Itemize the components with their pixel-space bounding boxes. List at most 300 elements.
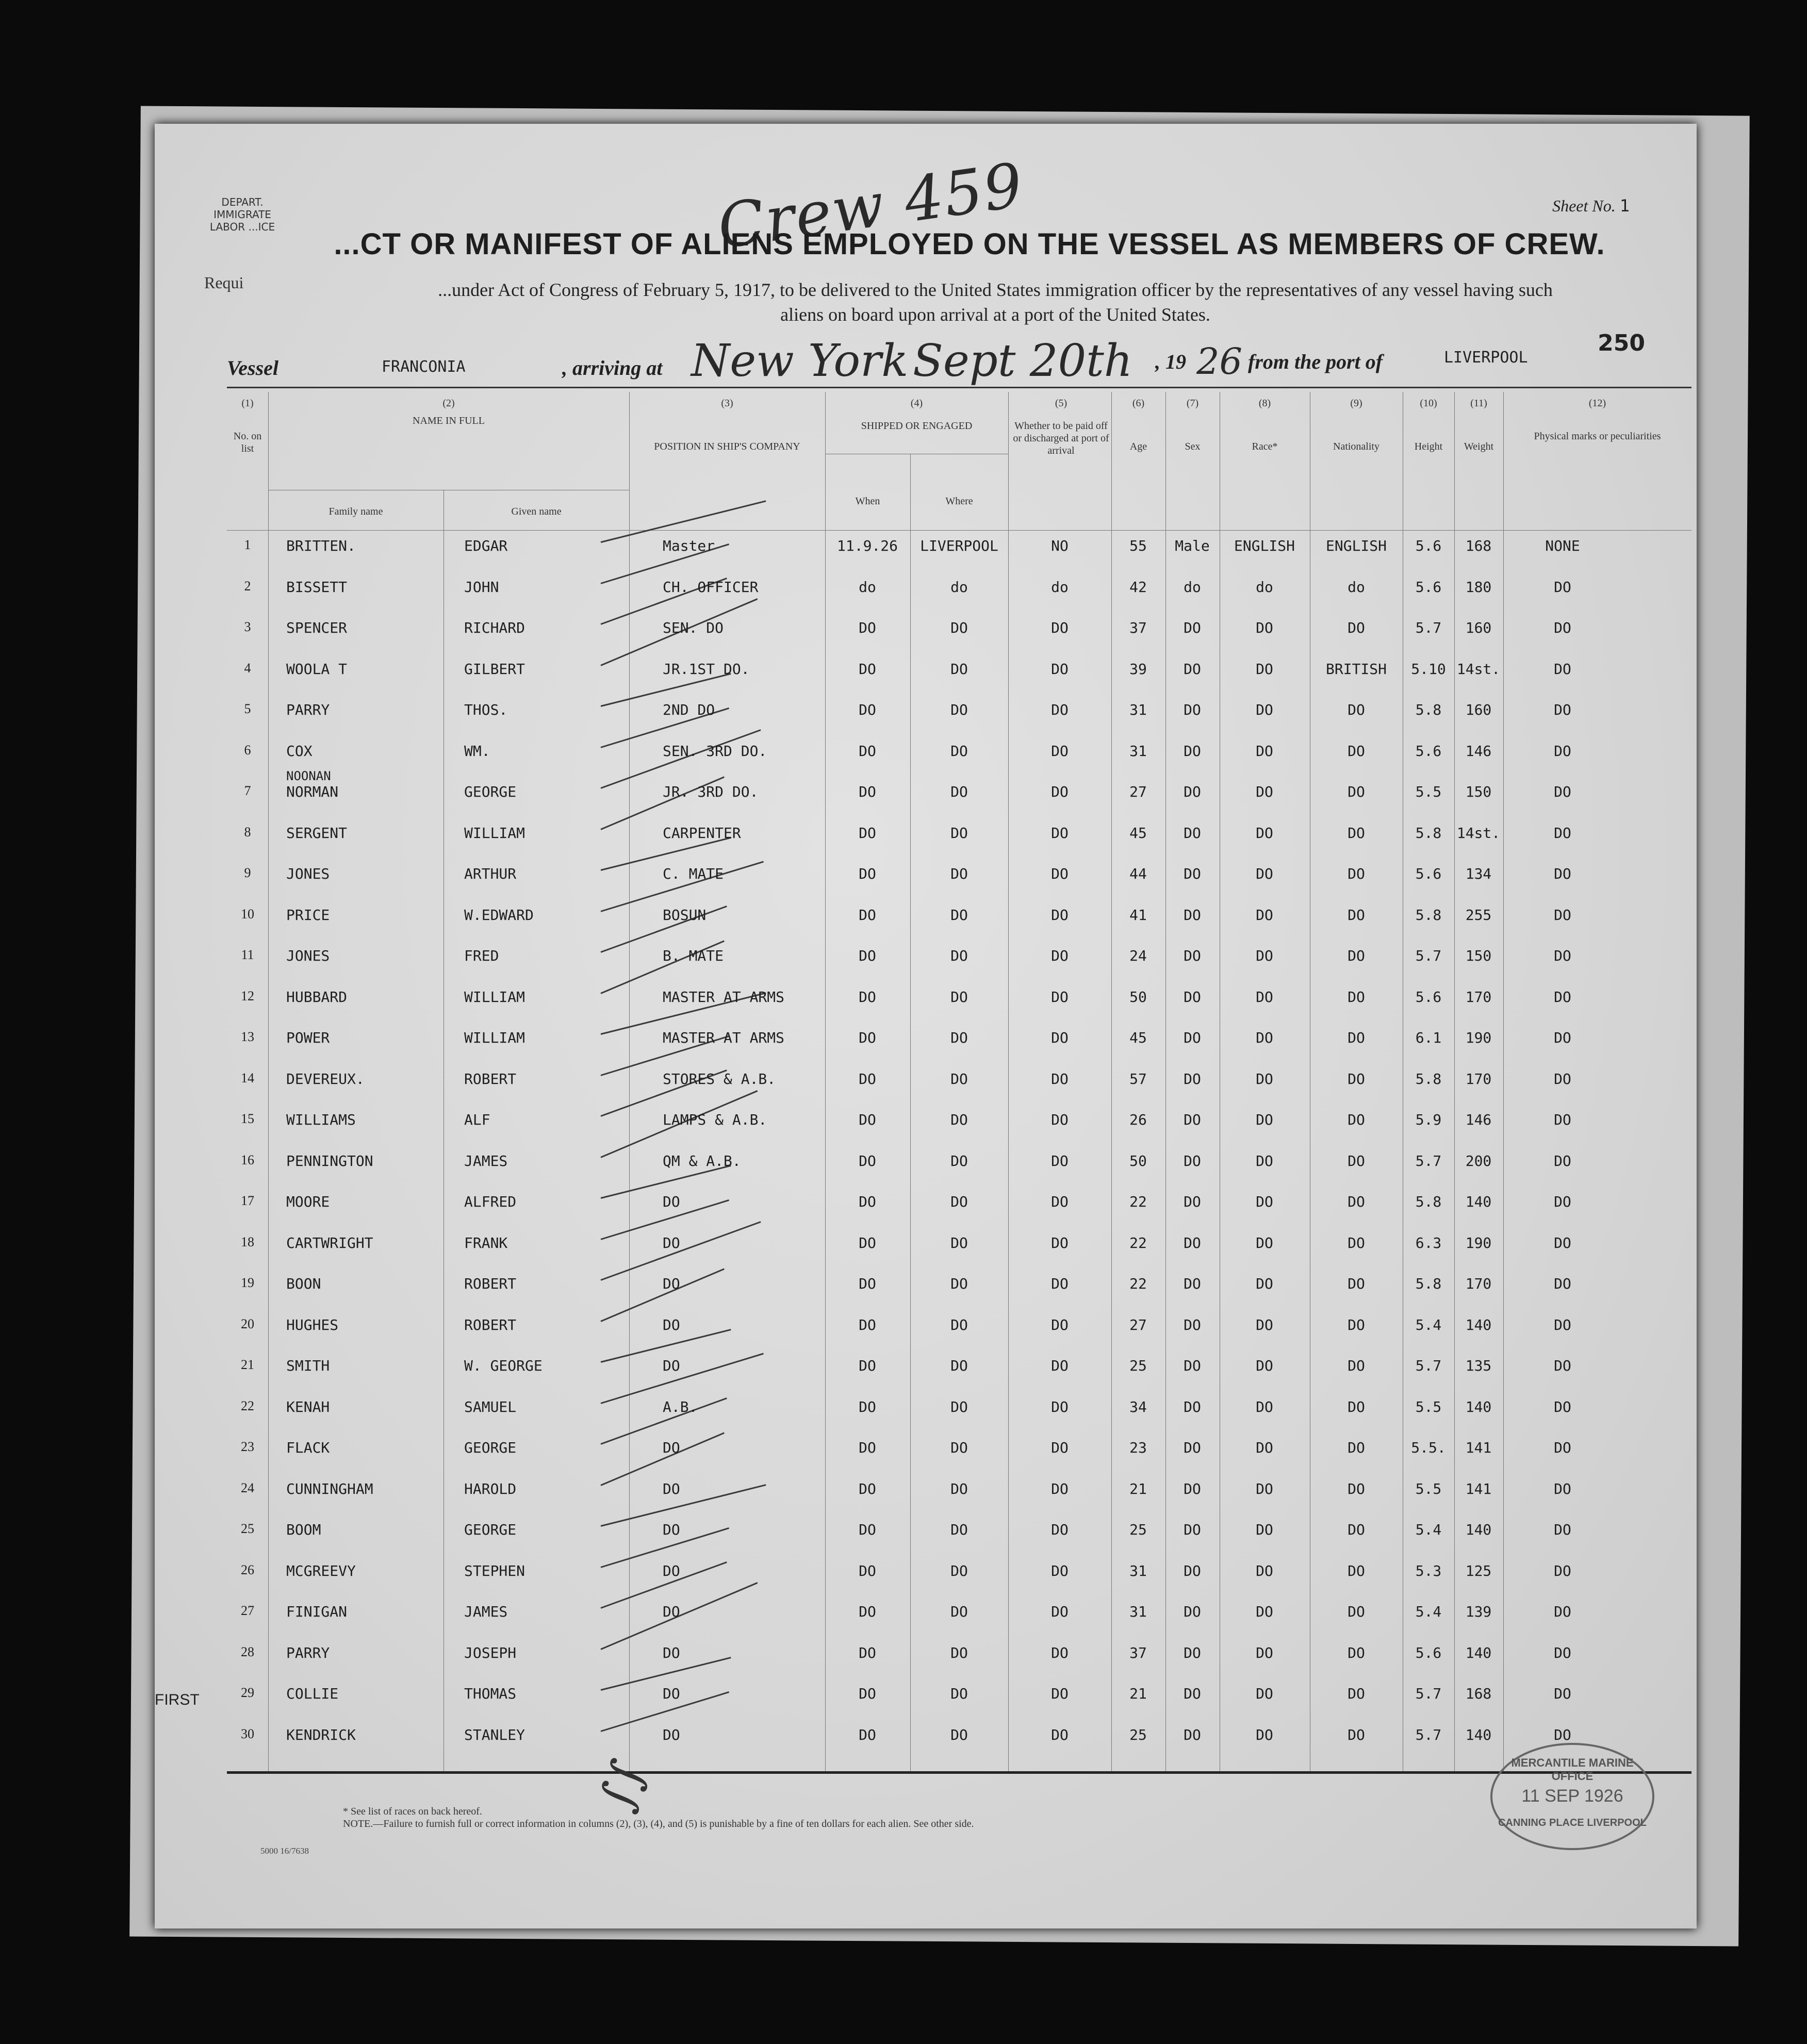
cell-paid-off: NO — [1051, 537, 1069, 554]
cell-when: DO — [859, 1480, 876, 1497]
cell-no: 4 — [244, 660, 251, 675]
cell-family-name: SERGENT — [286, 824, 348, 842]
cell-where: DO — [950, 1562, 968, 1579]
cell-nationality: DO — [1348, 1275, 1365, 1292]
cell-paid-off: DO — [1051, 1439, 1069, 1456]
form-code: 5000 16/7638 — [260, 1846, 309, 1856]
cell-nationality: DO — [1348, 1480, 1365, 1497]
cell-given-name: GEORGE — [464, 1521, 517, 1538]
cell-height: 5.7 — [1415, 947, 1442, 964]
cell-given-name: ROBERT — [464, 1275, 517, 1292]
cell-nationality: DO — [1348, 742, 1365, 760]
cell-when: DO — [859, 865, 876, 882]
cell-given-name: GEORGE — [464, 783, 517, 800]
cell-paid-off: do — [1051, 578, 1069, 596]
cell-physical-marks: DO — [1554, 1439, 1571, 1456]
cell-position: STORES & A.B. — [663, 1070, 776, 1087]
cell-no: 21 — [241, 1357, 254, 1372]
cell-no: 22 — [241, 1398, 254, 1413]
cell-nationality: DO — [1348, 1193, 1365, 1210]
cell-height: 5.8 — [1415, 1193, 1442, 1210]
cell-paid-off: DO — [1051, 1603, 1069, 1620]
cell-when: DO — [859, 947, 876, 964]
cell-weight: 146 — [1465, 742, 1492, 760]
margin-label-first: FIRST — [155, 1691, 200, 1708]
from-port-label: from the port of — [1248, 350, 1383, 373]
cell-when: DO — [859, 660, 876, 678]
table-row — [155, 690, 1697, 731]
cell-where: DO — [950, 824, 968, 842]
cell-physical-marks: DO — [1554, 1562, 1571, 1579]
cell-given-name: EDGAR — [464, 537, 508, 554]
cell-physical-marks: DO — [1554, 947, 1571, 964]
cell-height: 5.9 — [1415, 1111, 1442, 1128]
cell-race: DO — [1256, 1152, 1273, 1169]
table-row — [155, 1141, 1697, 1182]
cell-height: 5.5. — [1411, 1439, 1446, 1456]
cell-when: DO — [859, 1521, 876, 1538]
cell-nationality: DO — [1348, 1521, 1365, 1538]
cell-weight: 170 — [1465, 1275, 1492, 1292]
cell-weight: 140 — [1465, 1521, 1492, 1538]
table-row — [155, 895, 1697, 936]
cell-family-name: HUGHES — [286, 1316, 339, 1333]
cell-when: DO — [859, 1193, 876, 1210]
page-title: ...CT OR MANIFEST OF ALIENS EMPLOYED ON THE VESSEL AS MEMBERS OF CREW. — [334, 227, 1605, 261]
header-col-12: (12) Physical marks or peculiarities — [1534, 398, 1661, 442]
cell-paid-off: DO — [1051, 1480, 1069, 1497]
cell-no: 24 — [241, 1480, 254, 1495]
cell-no: 16 — [241, 1152, 254, 1167]
cell-weight: 150 — [1465, 947, 1492, 964]
vessel-label: Vessel — [227, 356, 278, 380]
cell-weight: 200 — [1465, 1152, 1492, 1169]
cell-physical-marks: DO — [1554, 1480, 1571, 1497]
cell-no: 7 — [244, 783, 251, 798]
header-where: Where — [945, 496, 973, 507]
cell-given-name: HAROLD — [464, 1480, 517, 1497]
cell-family-name: POWER — [286, 1029, 330, 1046]
header-col-11: (11) Weight — [1464, 398, 1494, 452]
cell-when: DO — [859, 1152, 876, 1169]
cell-no: 11 — [241, 947, 254, 962]
table-row — [155, 854, 1697, 895]
table-bottom-rule — [227, 1771, 1691, 1774]
footnote-penalty: NOTE.—Failure to furnish full or correct information in columns (2), (3), (4), and (5) is punishable by a fine of ten dollars for each alien. See other side. — [343, 1818, 974, 1829]
cell-when: do — [859, 578, 876, 596]
cell-given-name: WILLIAM — [464, 1029, 525, 1046]
cell-where: DO — [950, 1070, 968, 1087]
table-row — [155, 1715, 1697, 1756]
cell-family-name: KENAH — [286, 1398, 330, 1415]
cell-age: 31 — [1129, 1562, 1147, 1579]
cell-weight: 14st. — [1456, 660, 1501, 678]
cell-where: DO — [950, 1111, 968, 1128]
cell-no: 20 — [241, 1316, 254, 1331]
cell-race: do — [1256, 578, 1273, 596]
cell-height: 5.8 — [1415, 906, 1442, 924]
cell-when: DO — [859, 701, 876, 718]
cell-physical-marks: DO — [1554, 1152, 1571, 1169]
cell-nationality: DO — [1348, 906, 1365, 924]
cell-weight: 255 — [1465, 906, 1492, 924]
cell-race: DO — [1256, 1644, 1273, 1661]
cell-height: 5.6 — [1415, 742, 1442, 760]
cell-sex: DO — [1184, 1603, 1201, 1620]
sheet-number — [1552, 196, 1630, 216]
cell-race: DO — [1256, 1439, 1273, 1456]
subtitle-line-2: aliens on board upon arrival at a port of the United States. — [780, 304, 1210, 325]
cell-nationality: DO — [1348, 1439, 1365, 1456]
cell-physical-marks: DO — [1554, 1070, 1571, 1087]
cell-when: DO — [859, 1685, 876, 1702]
cell-no: 3 — [244, 619, 251, 634]
table-row — [155, 1387, 1697, 1428]
cell-race: DO — [1256, 1562, 1273, 1579]
table-row — [155, 1100, 1697, 1141]
cell-no: 13 — [241, 1029, 254, 1044]
cell-when: DO — [859, 783, 876, 800]
cell-given-name: ALFRED — [464, 1193, 517, 1210]
cell-sex: DO — [1184, 1726, 1201, 1743]
cell-family-name: NORMAN — [286, 783, 339, 800]
table-row — [155, 1469, 1697, 1510]
cell-paid-off: DO — [1051, 1234, 1069, 1251]
cell-sex: DO — [1184, 824, 1201, 842]
cell-race: DO — [1256, 1193, 1273, 1210]
cell-age: 27 — [1129, 1316, 1147, 1333]
cell-given-name: STANLEY — [464, 1726, 525, 1743]
cell-where: DO — [950, 1357, 968, 1374]
cell-position: DO — [663, 1685, 680, 1702]
cell-paid-off: DO — [1051, 1644, 1069, 1661]
cell-where: DO — [950, 1480, 968, 1497]
cell-sex: do — [1184, 578, 1201, 596]
table-row — [155, 1264, 1697, 1305]
cell-where: DO — [950, 701, 968, 718]
cell-position: DO — [663, 1439, 680, 1456]
cell-position: SEN. 3RD DO. — [663, 742, 767, 760]
cell-given-name: ROBERT — [464, 1070, 517, 1087]
cell-position: CARPENTER — [663, 824, 741, 842]
cell-paid-off: DO — [1051, 1316, 1069, 1333]
cell-position: DO — [663, 1726, 680, 1743]
cell-paid-off: DO — [1051, 1398, 1069, 1415]
cell-where: DO — [950, 1521, 968, 1538]
header-when: When — [855, 496, 880, 507]
cell-no: 2 — [244, 578, 251, 594]
table-row — [155, 608, 1697, 649]
cell-position: DO — [663, 1480, 680, 1497]
cell-weight: 190 — [1465, 1234, 1492, 1251]
cell-no: 18 — [241, 1234, 254, 1249]
cell-height: 5.6 — [1415, 988, 1442, 1005]
cell-nationality: DO — [1348, 1111, 1365, 1128]
cell-given-name: JAMES — [464, 1603, 508, 1620]
cell-physical-marks: DO — [1554, 865, 1571, 882]
cell-no: 29 — [241, 1685, 254, 1700]
cell-given-name: ARTHUR — [464, 865, 517, 882]
cell-weight: 160 — [1465, 619, 1492, 636]
cell-paid-off: DO — [1051, 1111, 1069, 1128]
header-col-8: (8) Race* — [1252, 398, 1278, 452]
cell-no: 5 — [244, 701, 251, 716]
cell-weight: 140 — [1465, 1644, 1492, 1661]
cell-age: 34 — [1129, 1398, 1147, 1415]
from-port: LIVERPOOL — [1444, 349, 1528, 367]
cell-sex: DO — [1184, 619, 1201, 636]
cell-given-name: FRED — [464, 947, 499, 964]
cell-family-name: COLLIE — [286, 1685, 339, 1702]
cell-given-name: SAMUEL — [464, 1398, 517, 1415]
cell-position: DO — [663, 1603, 680, 1620]
cell-no: 23 — [241, 1439, 254, 1454]
arrival-date: Sept 20th — [913, 335, 1133, 387]
cell-family-name-correction: NOONAN — [286, 769, 331, 783]
cell-no: 27 — [241, 1603, 254, 1618]
cell-age: 23 — [1129, 1439, 1147, 1456]
cell-no: 8 — [244, 824, 251, 839]
cell-nationality: DO — [1348, 1726, 1365, 1743]
cell-family-name: PARRY — [286, 701, 330, 718]
cell-given-name: W.EDWARD — [464, 906, 534, 924]
table-row — [155, 1674, 1697, 1715]
cell-sex: DO — [1184, 783, 1201, 800]
cell-age: 26 — [1129, 1111, 1147, 1128]
cell-weight: 125 — [1465, 1562, 1492, 1579]
cell-physical-marks: DO — [1554, 988, 1571, 1005]
cell-height: 5.8 — [1415, 824, 1442, 842]
table-row — [155, 1223, 1697, 1264]
cell-position: DO — [663, 1316, 680, 1333]
cell-given-name: JOSEPH — [464, 1644, 517, 1661]
cell-position: CH. OFFICER — [663, 578, 759, 596]
cell-paid-off: DO — [1051, 947, 1069, 964]
cell-when: DO — [859, 824, 876, 842]
header-col-7: (7) Sex — [1185, 398, 1201, 452]
cell-paid-off: DO — [1051, 701, 1069, 718]
header-col-3: (3) POSITION IN SHIP'S COMPANY — [654, 398, 800, 452]
cell-weight: 139 — [1465, 1603, 1492, 1620]
cell-weight: 134 — [1465, 865, 1492, 882]
cell-race: DO — [1256, 1234, 1273, 1251]
cell-family-name: JONES — [286, 947, 330, 964]
cell-family-name: BISSETT — [286, 578, 348, 596]
cell-where: DO — [950, 1685, 968, 1702]
cell-position: DO — [663, 1275, 680, 1292]
cell-paid-off: DO — [1051, 1070, 1069, 1087]
cell-position: DO — [663, 1234, 680, 1251]
table-row — [155, 1305, 1697, 1346]
cell-no: 25 — [241, 1521, 254, 1536]
cell-family-name: COX — [286, 742, 313, 760]
cell-position: A.B. — [663, 1398, 698, 1415]
cell-where: DO — [950, 906, 968, 924]
cell-sex: DO — [1184, 1193, 1201, 1210]
cell-nationality: DO — [1348, 1685, 1365, 1702]
cell-where: DO — [950, 1398, 968, 1415]
cell-nationality: DO — [1348, 947, 1365, 964]
cell-where: DO — [950, 1234, 968, 1251]
cell-position: DO — [663, 1357, 680, 1374]
cell-height: 5.8 — [1415, 701, 1442, 718]
cell-sex: DO — [1184, 988, 1201, 1005]
cell-physical-marks: DO — [1554, 1357, 1571, 1374]
cell-weight: 150 — [1465, 783, 1492, 800]
cell-weight: 160 — [1465, 701, 1492, 718]
cell-position: QM & A.B. — [663, 1152, 741, 1169]
cell-sex: DO — [1184, 660, 1201, 678]
cell-weight: 170 — [1465, 1070, 1492, 1087]
cell-age: 50 — [1129, 1152, 1147, 1169]
cell-family-name: BOON — [286, 1275, 321, 1292]
cell-weight: 168 — [1465, 537, 1492, 554]
cell-nationality: DO — [1348, 783, 1365, 800]
cell-physical-marks: DO — [1554, 1398, 1571, 1415]
table-row — [155, 936, 1697, 977]
cell-race: DO — [1256, 1685, 1273, 1702]
cell-given-name: FRANK — [464, 1234, 508, 1251]
cell-physical-marks: DO — [1554, 1111, 1571, 1128]
cell-weight: 168 — [1465, 1685, 1492, 1702]
cell-where: DO — [950, 988, 968, 1005]
cell-weight: 14st. — [1456, 824, 1501, 842]
cell-when: 11.9.26 — [836, 537, 898, 554]
cell-age: 55 — [1129, 537, 1147, 554]
cell-physical-marks: DO — [1554, 619, 1571, 636]
cell-when: DO — [859, 1111, 876, 1128]
cell-age: 45 — [1129, 1029, 1147, 1046]
subtitle-line-1: ...under Act of Congress of February 5, 1917, to be delivered to the United States immigration officer by the representatives of any vessel having such — [438, 279, 1553, 300]
cell-family-name: DEVEREUX. — [286, 1070, 365, 1087]
cell-nationality: DO — [1348, 865, 1365, 882]
cell-age: 22 — [1129, 1234, 1147, 1251]
cell-no: 6 — [244, 742, 251, 757]
cell-family-name: PENNINGTON — [286, 1152, 373, 1169]
arrival-year: 26 — [1196, 340, 1243, 383]
cell-where: DO — [950, 1193, 968, 1210]
cell-given-name: RICHARD — [464, 619, 525, 636]
cell-paid-off: DO — [1051, 988, 1069, 1005]
cell-when: DO — [859, 1316, 876, 1333]
table-row — [155, 813, 1697, 854]
cell-age: 25 — [1129, 1726, 1147, 1743]
table-row — [155, 567, 1697, 608]
cell-height: 5.5 — [1415, 1398, 1442, 1415]
cell-sex: DO — [1184, 1357, 1201, 1374]
cell-age: 27 — [1129, 783, 1147, 800]
seal-date: 11 SEP 1926 — [1521, 1786, 1623, 1806]
cell-sex: DO — [1184, 1316, 1201, 1333]
cell-height: 5.8 — [1415, 1275, 1442, 1292]
cell-where: DO — [950, 1316, 968, 1333]
cell-race: DO — [1256, 1357, 1273, 1374]
cell-sex: DO — [1184, 742, 1201, 760]
cell-physical-marks: DO — [1554, 1029, 1571, 1046]
cell-paid-off: DO — [1051, 1029, 1069, 1046]
cell-race: DO — [1256, 1521, 1273, 1538]
cell-sex: DO — [1184, 1521, 1201, 1538]
header-given-name: Given name — [511, 506, 562, 517]
cell-height: 5.6 — [1415, 537, 1442, 554]
cell-weight: 146 — [1465, 1111, 1492, 1128]
cell-weight: 141 — [1465, 1480, 1492, 1497]
cell-family-name: KENDRICK — [286, 1726, 356, 1743]
cell-race: DO — [1256, 1398, 1273, 1415]
cell-no: 10 — [241, 906, 254, 921]
cell-family-name: BRITTEN. — [286, 537, 356, 554]
manifest-sheet — [155, 124, 1697, 1928]
cell-given-name: THOMAS — [464, 1685, 517, 1702]
cell-position: SEN. DO — [663, 619, 724, 636]
cell-paid-off: DO — [1051, 906, 1069, 924]
mercantile-marine-office-seal — [1490, 1743, 1654, 1850]
cell-nationality: do — [1348, 578, 1365, 596]
cell-where: DO — [950, 1152, 968, 1169]
cell-given-name: WILLIAM — [464, 824, 525, 842]
cell-race: DO — [1256, 906, 1273, 924]
cell-position: JR.1ST DO. — [663, 660, 750, 678]
cell-weight: 170 — [1465, 988, 1492, 1005]
cell-height: 5.6 — [1415, 865, 1442, 882]
cell-when: DO — [859, 1603, 876, 1620]
cell-position: JR. 3RD DO. — [663, 783, 759, 800]
cell-sex: DO — [1184, 865, 1201, 882]
cell-weight: 141 — [1465, 1439, 1492, 1456]
cell-no: 14 — [241, 1070, 254, 1085]
cell-no: 1 — [244, 537, 251, 552]
vessel-name: FRANCONIA — [382, 358, 466, 376]
cell-nationality: DO — [1348, 1070, 1365, 1087]
table-row — [155, 1551, 1697, 1592]
cell-paid-off: DO — [1051, 1562, 1069, 1579]
cell-given-name: ALF — [464, 1111, 490, 1128]
cell-height: 6.1 — [1415, 1029, 1442, 1046]
cell-age: 22 — [1129, 1275, 1147, 1292]
cell-physical-marks: DO — [1554, 1275, 1571, 1292]
cell-age: 45 — [1129, 824, 1147, 842]
cell-paid-off: DO — [1051, 660, 1069, 678]
cell-race: DO — [1256, 1029, 1273, 1046]
cell-no: 9 — [244, 865, 251, 880]
cell-paid-off: DO — [1051, 824, 1069, 842]
cell-given-name: WILLIAM — [464, 988, 525, 1005]
cell-nationality: DO — [1348, 824, 1365, 842]
cell-sex: DO — [1184, 1439, 1201, 1456]
cell-given-name: JAMES — [464, 1152, 508, 1169]
cell-where: DO — [950, 660, 968, 678]
cell-race: DO — [1256, 742, 1273, 760]
arriving-label: , arriving at — [562, 356, 663, 380]
cell-given-name: GEORGE — [464, 1439, 517, 1456]
cell-family-name: MOORE — [286, 1193, 330, 1210]
cell-age: 44 — [1129, 865, 1147, 882]
cell-race: DO — [1256, 660, 1273, 678]
cell-height: 5.7 — [1415, 1685, 1442, 1702]
cell-family-name: HUBBARD — [286, 988, 348, 1005]
cell-age: 31 — [1129, 742, 1147, 760]
table-row — [155, 1592, 1697, 1633]
cell-age: 25 — [1129, 1521, 1147, 1538]
cell-age: 50 — [1129, 988, 1147, 1005]
cell-position: Master — [663, 537, 715, 554]
cell-height: 5.4 — [1415, 1521, 1442, 1538]
header-col-6: (6) Age — [1129, 398, 1147, 452]
cell-family-name: BOOM — [286, 1521, 321, 1538]
cell-race: DO — [1256, 701, 1273, 718]
cell-sex: DO — [1184, 1070, 1201, 1087]
cell-position: MASTER AT ARMS — [663, 1029, 785, 1046]
